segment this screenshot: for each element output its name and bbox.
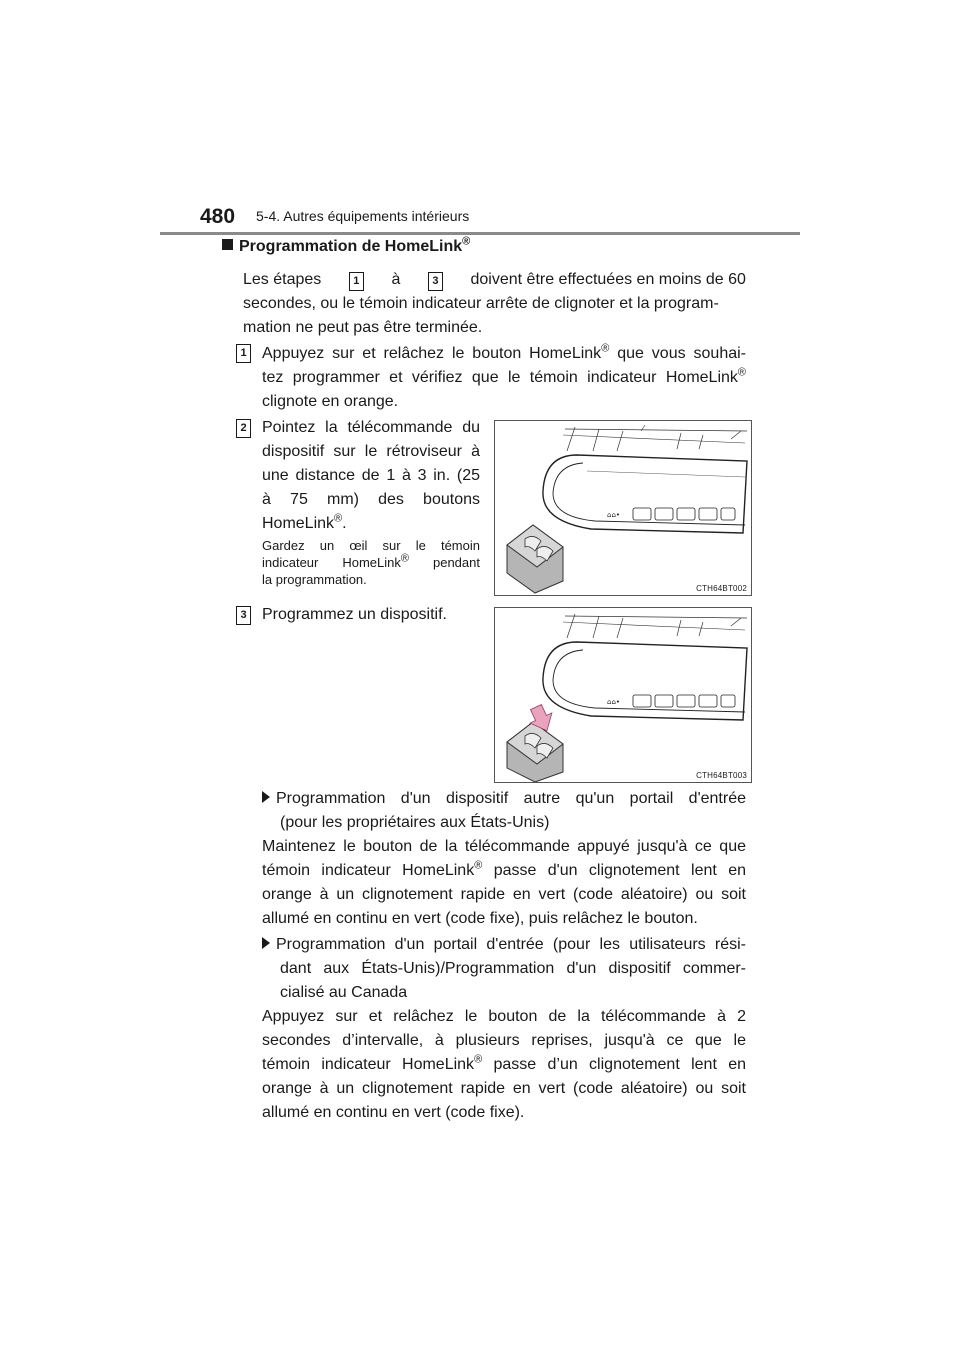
step-2-badge: 2 <box>236 419 251 438</box>
section-heading: Programmation de HomeLink® <box>222 238 470 256</box>
square-bullet-icon <box>222 239 233 250</box>
page-number: 480 <box>200 205 236 228</box>
figure-mirror-remote-pointing <box>494 420 752 596</box>
svg-text:⌂⌂•: ⌂⌂• <box>607 698 621 706</box>
intro-paragraph: Les étapes 1 à 3 doivent être effectuées en moins de 60 secondes, ou le témoin indicateur arrête de clignoter et la program- mation ne peut pas être terminée. <box>243 271 746 336</box>
step-1-text: Appuyez sur et relâchez le bouton HomeLink® que vous souhai- tez programmer et vérifiez que le témoin indicateur HomeLink® clignote en orange. <box>262 342 746 410</box>
triangle-bullet-icon <box>262 791 270 803</box>
step-1-badge: 1 <box>236 344 251 363</box>
step-ref-1: 1 <box>349 272 364 291</box>
step-2-note: Gardez un œil sur le témoin indicateur HomeLink® pendant la programmation. <box>262 538 480 587</box>
mirror-illustration <box>495 421 751 595</box>
step-ref-3: 3 <box>428 272 443 291</box>
step-3-badge: 3 <box>236 606 251 625</box>
step-2-text: Pointez la télécommande du dispositif sur le rétroviseur à une distance de 1 à 3 in. (25 à 75 mm) des boutons HomeLink®. <box>262 419 480 532</box>
figure-mirror-remote-press <box>494 607 752 783</box>
triangle-bullet-icon <box>262 937 270 949</box>
paragraph-hold-button: Maintenez le bouton de la télécommande appuyé jusqu'à ce que témoin indicateur HomeLink® passe d'un clignotement lent en orange à un clignotement rapide en vert (code aléatoire) ou soit allumé en continu en vert (code fixe), puis relâchez le bouton. <box>262 838 746 927</box>
step-3-text: Programmez un dispositif. <box>262 606 447 623</box>
header-rule <box>160 232 800 235</box>
figure-code: CTH64BT002 <box>696 584 747 593</box>
bullet-gate-canada: Programmation d'un portail d'entrée (pour les utilisateurs rési- dant aux États-Unis)/Programmation d'un dispositif commer- cialisé au Canada <box>262 933 746 1005</box>
paragraph-press-repeatedly: Appuyez sur et relâchez le bouton de la télécommande à 2 secondes d’intervalle, à plusieurs reprises, jusqu'à ce que le témoin indicateur HomeLink® passe d’un clignotement lent en orange à un clignotement rapide en vert (code aléatoire) ou soit allumé en continu en vert (code fixe). <box>262 1008 746 1121</box>
bullet-us-non-gate: Programmation d'un dispositif autre qu'un portail d'entrée (pour les propriétaires aux États-Unis) <box>262 787 746 835</box>
svg-text:⌂⌂•: ⌂⌂• <box>607 511 621 519</box>
mirror-press-illustration <box>495 608 751 782</box>
section-title: 5-4. Autres équipements intérieurs <box>256 208 470 224</box>
figure-code: CTH64BT003 <box>696 771 747 780</box>
